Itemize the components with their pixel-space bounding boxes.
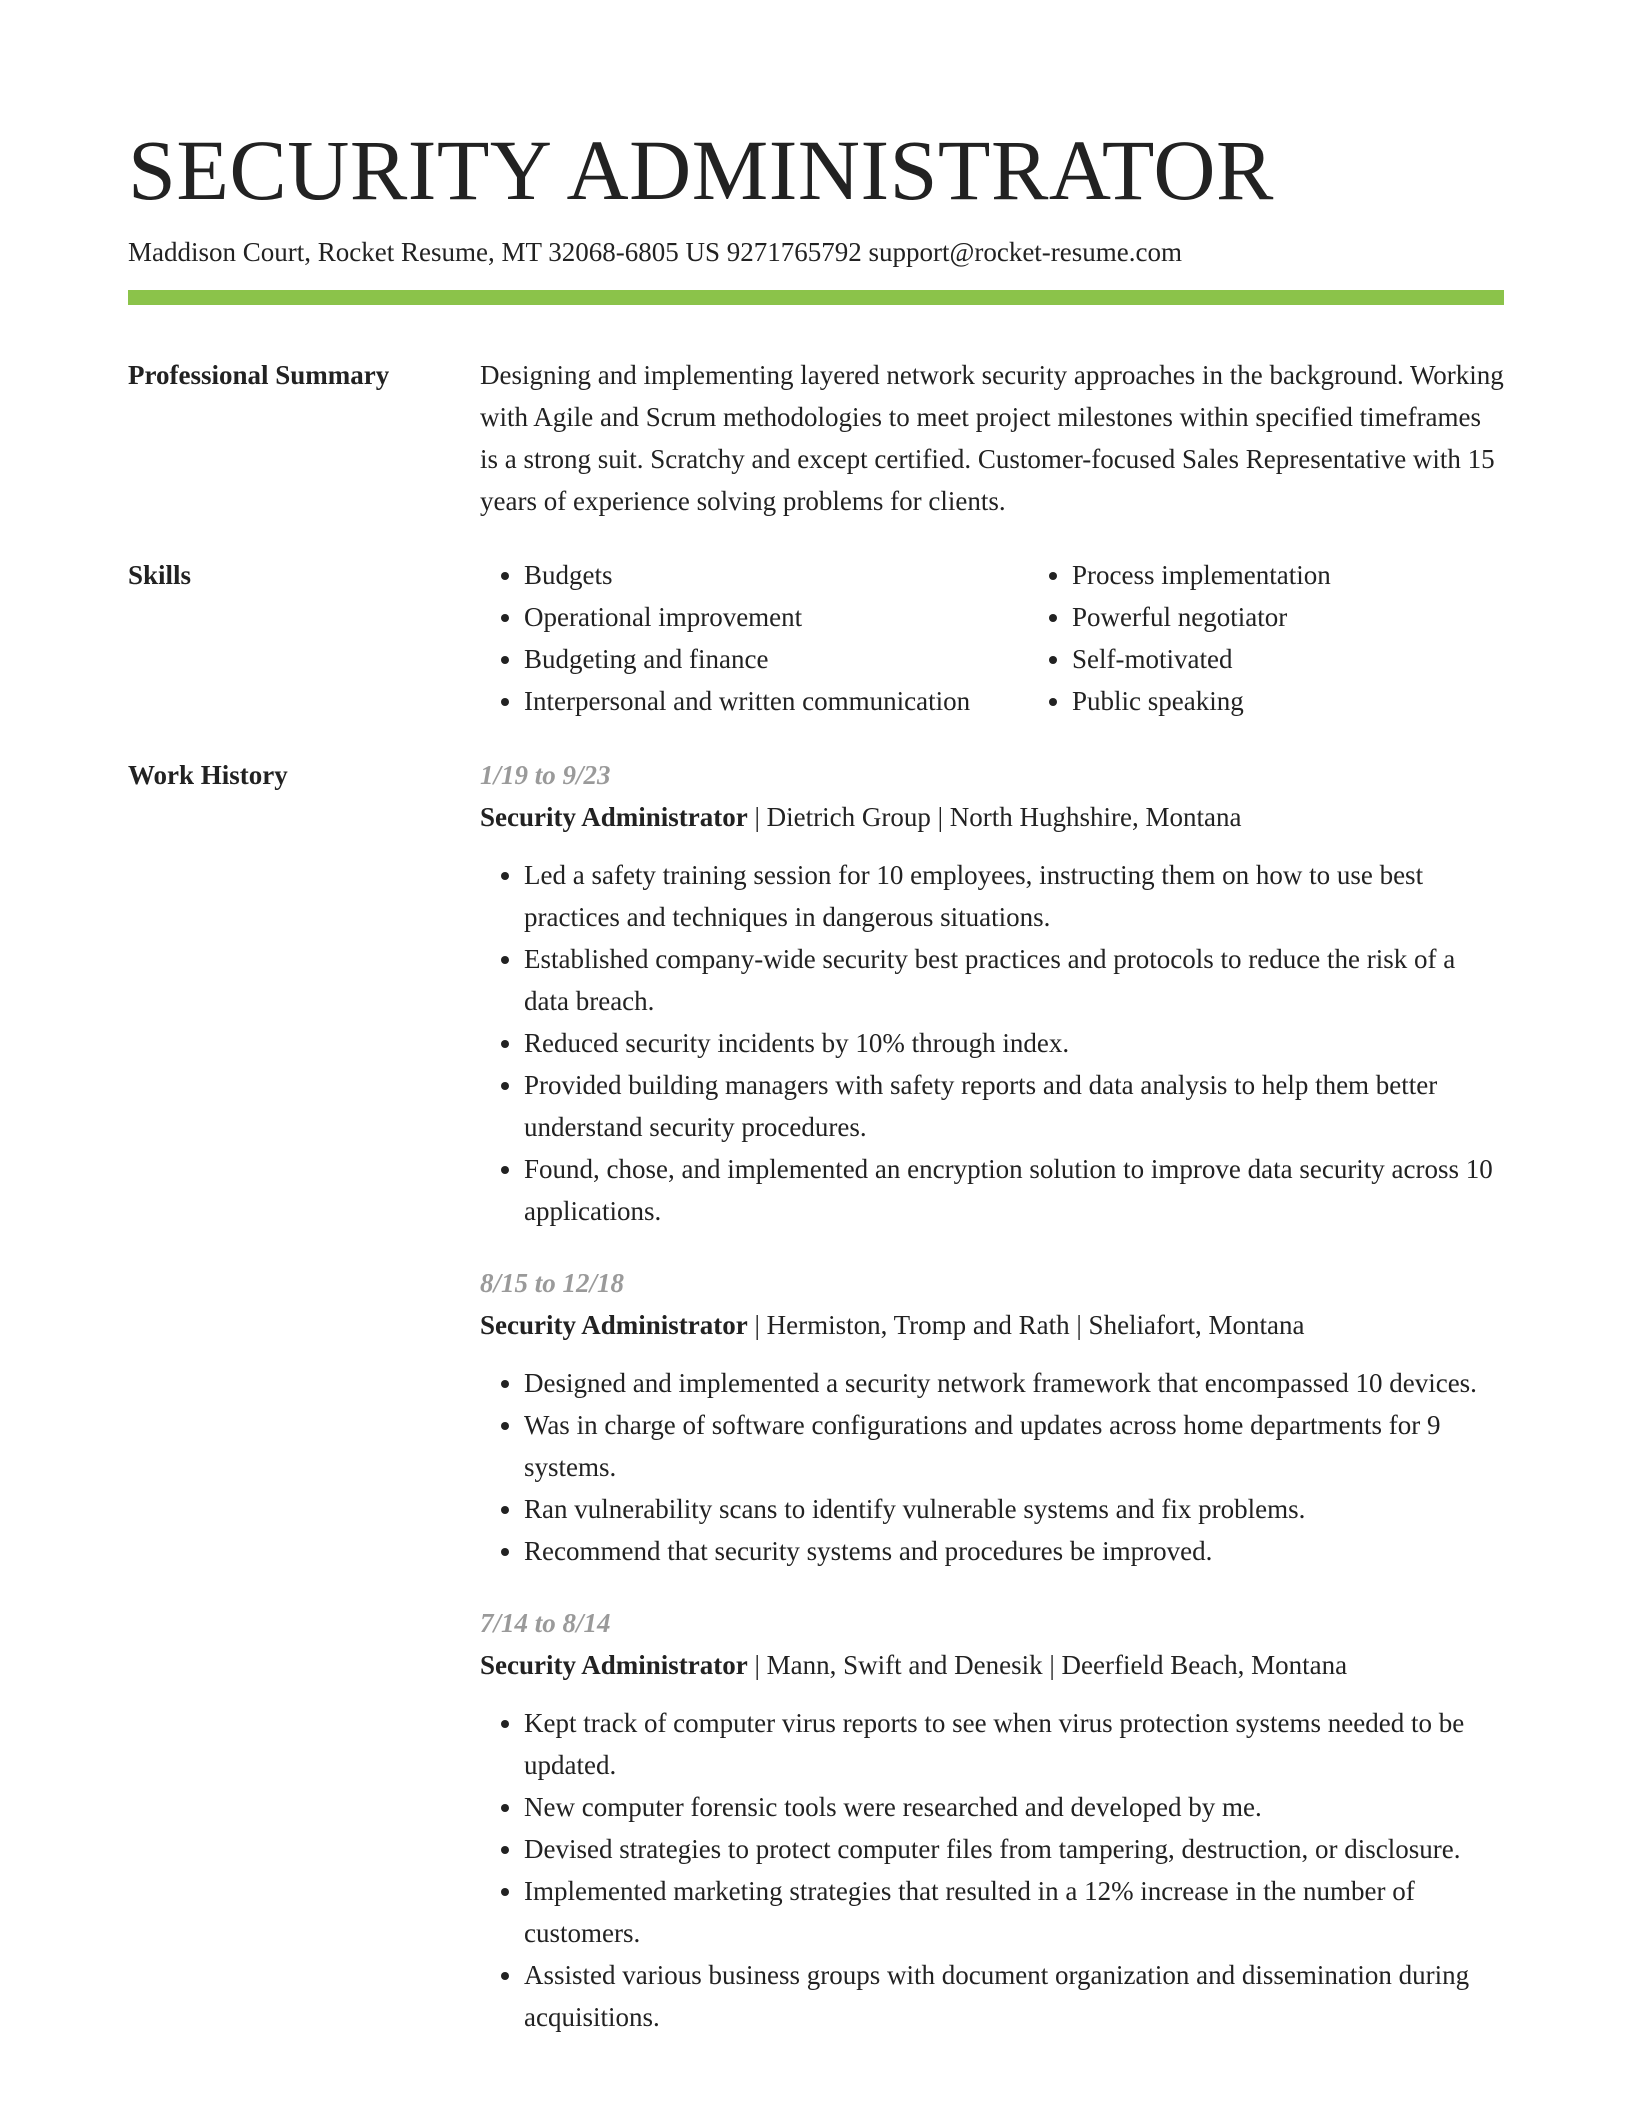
job-title: Security Administrator: [480, 1310, 748, 1340]
job-bullet: • Implemented marketing strategies that resulted in a 12% increase in the number of customers.: [524, 1870, 1504, 1954]
job-dates: 1/19 to 9/23: [480, 760, 611, 790]
job-title: Security Administrator: [480, 802, 748, 832]
header-divider: [128, 290, 1504, 305]
skill-item: • Public speaking: [1072, 680, 1576, 722]
skill-item: • Powerful negotiator: [1072, 596, 1576, 638]
skills-column-left: [480, 554, 1028, 722]
skill-item: • Budgets: [524, 554, 1028, 596]
work-history-section: [128, 754, 1504, 2038]
job-bullet: • Recommend that security systems and procedures be improved.: [524, 1530, 1504, 1572]
summary-section: [128, 354, 1504, 522]
skill-item: • Budgeting and finance: [524, 638, 1028, 680]
job-bullet: • Ran vulnerability scans to identify vulnerable systems and fix problems.: [524, 1488, 1504, 1530]
job-details: | Mann, Swift and Denesik | Deerfield Beach, Montana: [747, 1650, 1348, 1680]
job-bullet: • Provided building managers with safety reports and data analysis to help them better understand security procedures.: [524, 1064, 1504, 1148]
job-bullets: [480, 1702, 1504, 2038]
skills-section: [128, 554, 1504, 722]
job-details: | Dietrich Group | North Hughshire, Montana: [747, 802, 1242, 832]
job-entry: [480, 1602, 1504, 2038]
job-header: [480, 1304, 1504, 1346]
job-entry: [480, 754, 1504, 1232]
job-details: | Hermiston, Tromp and Rath | Sheliafort, Montana: [747, 1310, 1305, 1340]
job-bullet: • New computer forensic tools were researched and developed by me.: [524, 1786, 1504, 1828]
skill-item: • Interpersonal and written communication: [524, 680, 1028, 722]
job-bullet: • Was in charge of software configurations and updates across home departments for 9 systems.: [524, 1404, 1504, 1488]
skill-item: • Self-motivated: [1072, 638, 1576, 680]
job-bullets: [480, 1362, 1504, 1572]
summary-heading: Professional Summary: [128, 360, 390, 390]
job-bullet: • Devised strategies to protect computer files from tampering, destruction, or disclosure.: [524, 1828, 1504, 1870]
job-dates: 8/15 to 12/18: [480, 1268, 625, 1298]
job-bullet: • Kept track of computer virus reports to see when virus protection systems needed to be updated.: [524, 1702, 1504, 1786]
skill-item: • Process implementation: [1072, 554, 1576, 596]
contact-line: Maddison Court, Rocket Resume, MT 32068-6805 US 9271765792 support@rocket-resume.com: [128, 237, 1183, 267]
skills-list: [480, 554, 1576, 722]
job-bullet: • Reduced security incidents by 10% through index.: [524, 1022, 1504, 1064]
work-history-list: [480, 754, 1504, 2038]
job-header: [480, 796, 1504, 838]
job-bullet: • Assisted various business groups with document organization and dissemination during acquisitions.: [524, 1954, 1504, 2038]
job-bullet: • Led a safety training session for 10 employees, instructing them on how to use best practices and techniques in dangerous situations.: [524, 854, 1504, 938]
job-entry: [480, 1262, 1504, 1572]
job-bullet: • Established company-wide security best practices and protocols to reduce the risk of a data breach.: [524, 938, 1504, 1022]
job-bullets: [480, 854, 1504, 1232]
job-title: Security Administrator: [480, 1650, 748, 1680]
job-dates: 7/14 to 8/14: [480, 1608, 611, 1638]
skills-column-right: [1028, 554, 1576, 722]
work-history-heading: Work History: [128, 760, 288, 790]
job-header: [480, 1644, 1504, 1686]
job-bullet: • Found, chose, and implemented an encryption solution to improve data security across 10 applications.: [524, 1148, 1504, 1232]
summary-text: Designing and implementing layered network security approaches in the background. Working with Agile and Scrum methodologies to meet project milestones within specified timeframes is a strong suit. Scratchy and except certified. Customer-focused Sales Representative with 15 years of experience solving problems for clients.: [480, 360, 1504, 516]
resume-name: SECURITY ADMINISTRATOR: [128, 122, 1274, 218]
job-bullet: • Designed and implemented a security network framework that encompassed 10 devices.: [524, 1362, 1504, 1404]
skills-heading: Skills: [128, 560, 192, 590]
skill-item: • Operational improvement: [524, 596, 1028, 638]
